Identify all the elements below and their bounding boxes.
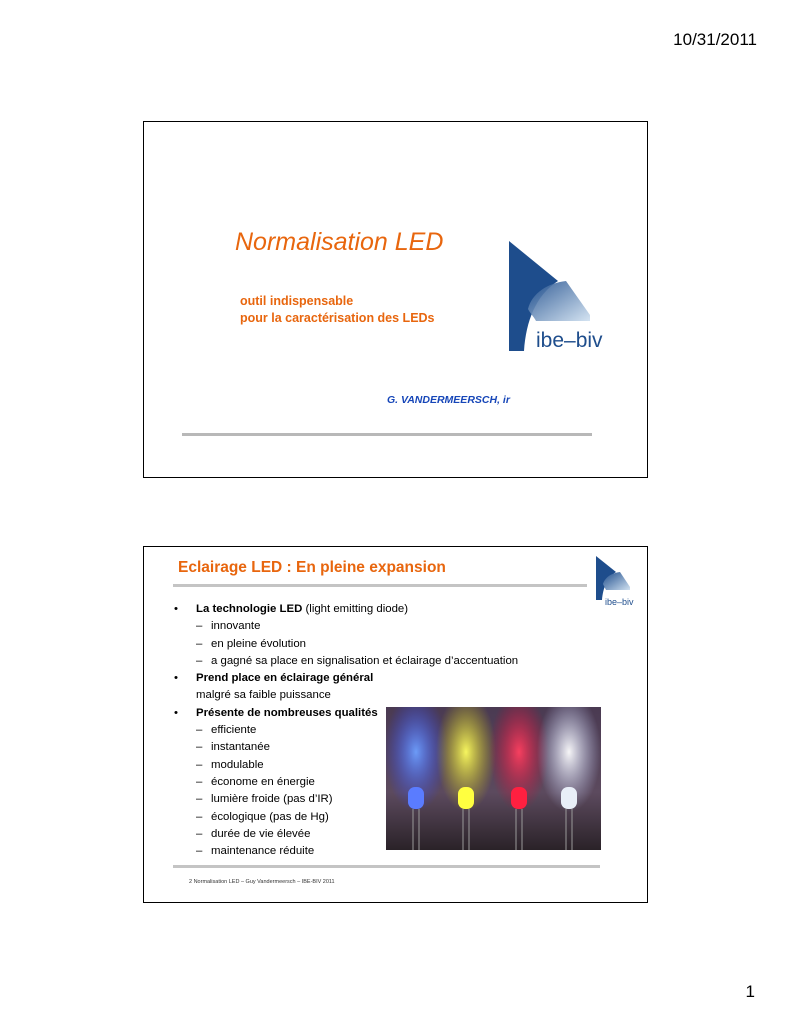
sub-item: – innovante	[196, 620, 261, 633]
sub-item: – économe en énergie	[196, 775, 315, 788]
slide-1-divider	[182, 433, 592, 436]
ibe-biv-logo	[506, 237, 621, 357]
bullet-item	[174, 670, 518, 687]
sub-item: – modulable	[196, 758, 264, 771]
subtitle-line-2: pour la caractérisation des LEDs	[240, 311, 435, 325]
sub-item: – en pleine évolution	[196, 637, 306, 650]
slide-2-footer-divider	[173, 865, 600, 868]
slide-2-title: Eclairage LED : En pleine expansion	[178, 559, 446, 576]
ibe-biv-logo-small	[594, 554, 642, 609]
bullet-bold-text: Présente de nombreuses qualités	[196, 706, 378, 719]
bullet-text: (light emitting diode)	[302, 603, 409, 615]
bullet-bold-text: Prend place en éclairage général	[196, 672, 374, 685]
bullet-item	[174, 601, 518, 618]
sub-item: – durée de vie élevée	[196, 827, 311, 840]
sub-item: – écologique (pas de Hg)	[196, 810, 329, 823]
bullet-bold-text: La technologie LED	[196, 603, 303, 615]
led-photo	[386, 707, 601, 850]
sub-item: – instantanée	[196, 741, 270, 754]
bullet-continuation: malgré sa faible puissance	[196, 689, 331, 702]
bullet-dot: •	[174, 672, 178, 685]
logo-text: ibe–biv	[536, 329, 603, 352]
slide-2-title-divider	[173, 584, 587, 587]
logo-small-text: ibe–biv	[605, 597, 634, 607]
slide-1	[143, 121, 648, 478]
sub-item: – efficiente	[196, 724, 257, 737]
sub-item: – maintenance réduite	[196, 845, 315, 858]
slide-2-footer: 2 Normalisation LED – Guy Vandermeersch – IBE-BIV 2011	[189, 879, 335, 885]
page-date: 10/31/2011	[673, 30, 757, 49]
bullet-dot: •	[174, 603, 178, 615]
slide-1-subtitle	[240, 293, 435, 327]
page-number: 1	[745, 982, 755, 1001]
slide-2	[143, 546, 648, 903]
bullet-dot: •	[174, 706, 178, 719]
subtitle-line-1: outil indispensable	[240, 294, 354, 308]
sub-item: – a gagné sa place en signalisation et éclairage d’accentuation	[196, 654, 519, 667]
sub-item: – lumière froide (pas d’IR)	[196, 793, 333, 806]
slide-1-title: Normalisation LED	[235, 228, 444, 256]
slide-1-author: G. VANDERMEERSCH, ir	[387, 394, 510, 406]
